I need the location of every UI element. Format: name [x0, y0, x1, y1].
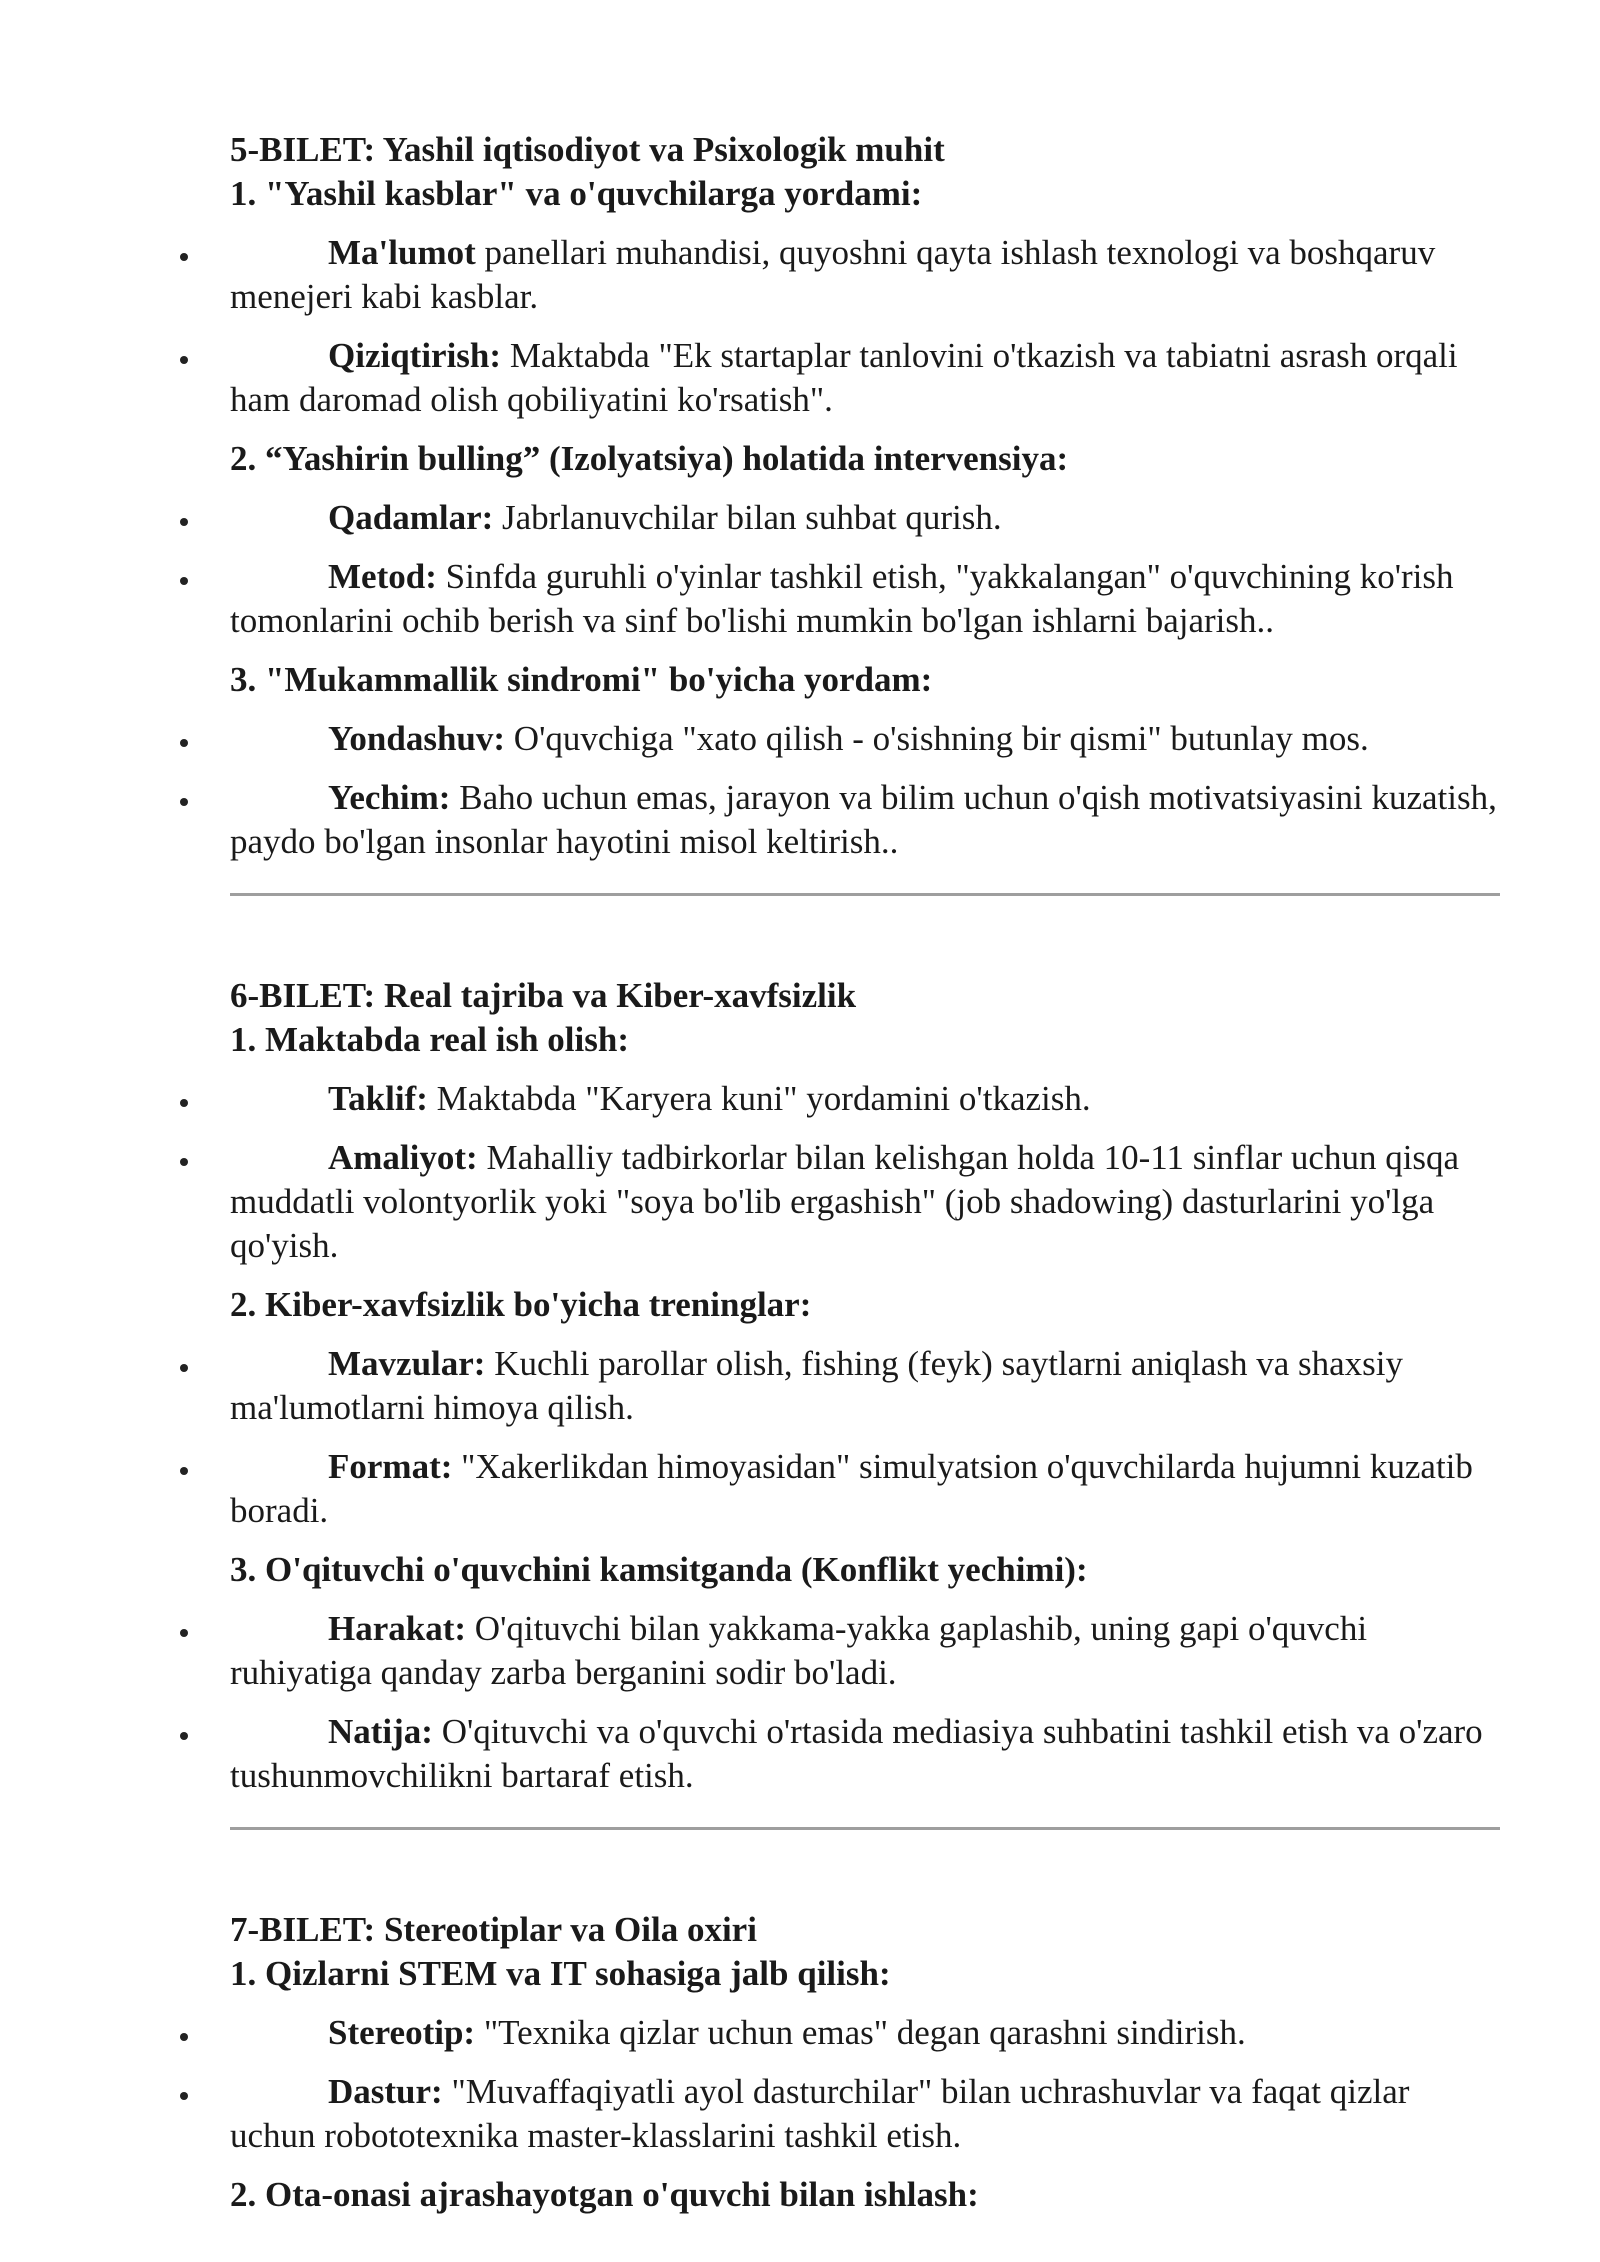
item-heading: 2. Ota-onasi ajrashayotgan o'quvchi bilan ishlash: [230, 2175, 979, 2214]
item-term: Natija: [328, 1712, 433, 1751]
list-item [230, 1607, 1500, 1695]
item-text: O'qituvchi va o'quvchi o'rtasida mediasiya suhbatini tashkil etish va o'zaro tushunmovchilikni bartaraf etish. [230, 1712, 1483, 1795]
list-item [230, 1077, 1500, 1121]
list-item [230, 1342, 1500, 1430]
section-divider [230, 1827, 1500, 1830]
list-item [230, 555, 1500, 643]
item-text: Baho uchun emas, jarayon va bilim uchun o'qish motivatsiyasini kuzatish, paydo bo'lgan insonlar hayotini misol keltirish.. [230, 778, 1497, 861]
list-item [230, 717, 1500, 761]
item-heading: 3. "Mukammallik sindromi" bo'yicha yordam: [230, 660, 933, 699]
ticket-7 [230, 1908, 1500, 2217]
list-item [230, 1710, 1500, 1798]
list-item [230, 334, 1500, 422]
bullet-list [230, 1607, 1500, 1798]
item-term: Metod: [328, 557, 437, 596]
item-term: Qiziqtirish: [328, 336, 502, 375]
item-text: "Xakerlikdan himoyasidan" simulyatsion o'quvchilarda hujumni kuzatib boradi. [230, 1447, 1473, 1530]
list-item [230, 2070, 1500, 2158]
item-heading: 2. “Yashirin bulling” (Izolyatsiya) holatida intervensiya: [230, 439, 1069, 478]
ticket-title: 7-BILET: Stereotiplar va Oila oxiri [230, 1910, 757, 1949]
item-term: Yechim: [328, 778, 451, 817]
bullet-list [230, 1077, 1500, 1268]
list-item [230, 776, 1500, 864]
item-term: Stereotip: [328, 2013, 476, 2052]
bullet-list [230, 2011, 1500, 2158]
ticket-title: 5-BILET: Yashil iqtisodiyot va Psixologik muhit [230, 130, 945, 169]
item-term: Format: [328, 1447, 453, 1486]
item-text: O'qituvchi bilan yakkama-yakka gaplashib, uning gapi o'quvchi ruhiyatiga qanday zarba berganini sodir bo'ladi. [230, 1609, 1368, 1692]
item-text: Kuchli parollar olish, fishing (feyk) saytlarni aniqlash va shaxsiy ma'lumotlarni himoya qilish. [230, 1344, 1404, 1427]
item-text: Maktabda "Karyera kuni" yordamini o'tkazish. [427, 1079, 1091, 1118]
list-item [230, 496, 1500, 540]
bullet-list [230, 1342, 1500, 1533]
bullet-list [230, 231, 1500, 422]
item-term: Mavzular: [328, 1344, 486, 1383]
bullet-list [230, 496, 1500, 643]
item-term: Harakat: [328, 1609, 467, 1648]
list-item [230, 2011, 1500, 2055]
section-divider [230, 893, 1500, 896]
item-text: O'quvchiga "xato qilish - o'sishning bir qismi" butunlay mos. [505, 719, 1369, 758]
item-text: "Texnika qizlar uchun emas" degan qarashni sindirish. [475, 2013, 1246, 2052]
item-text: Sinfda guruhli o'yinlar tashkil etish, "yakkalangan" o'quvchining ko'rish tomonlarini ochib berish va sinf bo'lishi mumkin bo'lgan ishlarni bajarish.. [230, 557, 1454, 640]
item-term: Amaliyot: [328, 1138, 478, 1177]
item-text: Maktabda "Ek startaplar tanlovini o'tkazish va tabiatni asrash orqali ham daromad olish qobiliyatini ko'rsatish". [230, 336, 1458, 419]
item-heading: 1. "Yashil kasblar" va o'quvchilarga yordami: [230, 174, 923, 213]
item-term: Dastur: [328, 2072, 443, 2111]
item-text: "Muvaffaqiyatli ayol dasturchilar" bilan uchrashuvlar va faqat qizlar uchun robototexnika master-klasslarini tashkil etish. [230, 2072, 1410, 2155]
item-heading: 1. Qizlarni STEM va IT sohasiga jalb qilish: [230, 1954, 891, 1993]
item-term: Qadamlar: [328, 498, 494, 537]
ticket-6 [230, 974, 1500, 1830]
item-term: Ma'lumot [328, 233, 476, 272]
item-term: Taklif: [328, 1079, 428, 1118]
list-item [230, 1445, 1500, 1533]
ticket-title: 6-BILET: Real tajriba va Kiber-xavfsizlik [230, 976, 857, 1015]
list-item [230, 1136, 1500, 1268]
item-text: Mahalliy tadbirkorlar bilan kelishgan holda 10-11 sinflar uchun qisqa muddatli volontyorlik yoki "soya bo'lib ergashish" (job shadowing) dasturlarini yo'lga qo'yish. [230, 1138, 1460, 1265]
item-heading: 1. Maktabda real ish olish: [230, 1020, 629, 1059]
item-heading: 2. Kiber-xavfsizlik bo'yicha treninglar: [230, 1285, 812, 1324]
item-text: panellari muhandisi, quyoshni qayta ishlash texnologi va boshqaruv menejeri kabi kasblar. [230, 233, 1436, 316]
document-content [230, 128, 1500, 2217]
list-item [230, 231, 1500, 319]
item-heading: 3. O'qituvchi o'quvchini kamsitganda (Konflikt yechimi): [230, 1550, 1088, 1589]
ticket-5 [230, 128, 1500, 896]
item-term: Yondashuv: [328, 719, 506, 758]
item-text: Jabrlanuvchilar bilan suhbat qurish. [493, 498, 1002, 537]
bullet-list [230, 717, 1500, 864]
